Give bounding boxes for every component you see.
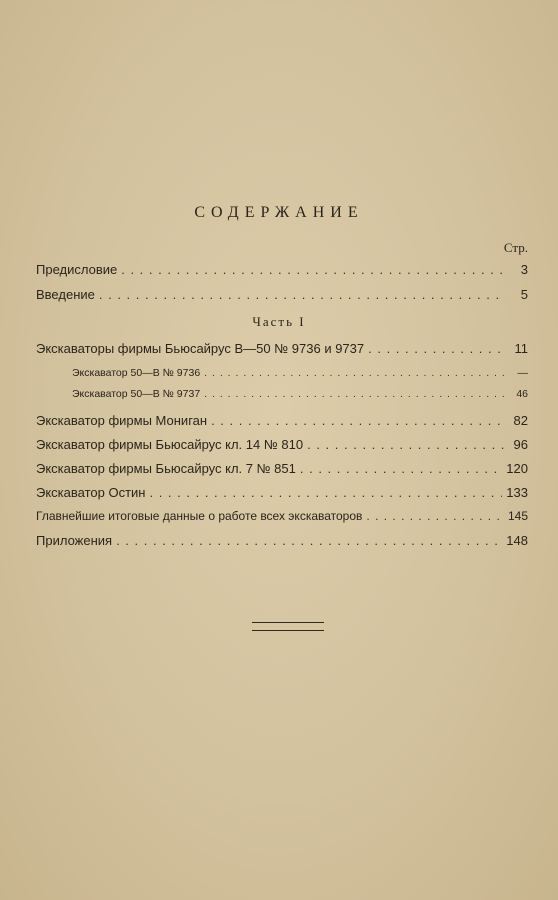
closing-rule-bottom <box>252 630 324 631</box>
toc-entry-page: 5 <box>520 287 528 302</box>
dot-leader <box>300 461 502 476</box>
dot-leader <box>204 388 506 400</box>
toc-entry-page: 46 <box>516 388 528 400</box>
toc-entry-introduction <box>36 287 528 302</box>
toc-entry-page: 3 <box>520 262 528 277</box>
toc-entry-label: Экскаватор Остин <box>36 485 146 500</box>
contents-title: СОДЕРЖАНИЕ <box>194 204 364 221</box>
dot-leader <box>307 437 506 452</box>
toc-entry-page: 120 <box>506 461 528 476</box>
dot-leader <box>121 262 506 277</box>
toc-entry-page: — <box>517 367 528 379</box>
dot-leader <box>99 287 506 302</box>
toc-entry-page: 145 <box>507 509 528 523</box>
dot-leader <box>368 341 506 356</box>
toc-entry-page: 133 <box>506 485 528 500</box>
dot-leader <box>204 367 506 379</box>
toc-entry-monighan <box>36 413 528 428</box>
toc-entry-bucyrus-7 <box>36 461 528 476</box>
toc-entry-bucyrus-14 <box>36 437 528 452</box>
toc-entry-label: Экскаватор фирмы Мониган <box>36 413 208 428</box>
toc-entry-page: 148 <box>506 533 528 548</box>
toc-entry-preface <box>36 262 528 277</box>
toc-entry-page: 96 <box>513 437 528 452</box>
toc-entry-label: Экскаватор 50—В № 9736 <box>72 367 201 379</box>
toc-entry-austin <box>36 485 528 500</box>
closing-rule-top <box>252 622 324 623</box>
toc-entry-label: Главнейшие итоговые данные о работе всех экскаваторов <box>36 509 363 523</box>
page-column-label: Стр. <box>503 240 528 255</box>
toc-entry-page: 11 <box>514 341 528 356</box>
toc-entry-label: Экскаваторы фирмы Бьюсайрус В—50 № 9736 и 9737 <box>36 341 365 356</box>
toc-entry-page: 82 <box>513 413 528 428</box>
toc-subentry-9737 <box>72 388 528 400</box>
toc-entry-label: Экскаватор 50—В № 9737 <box>72 388 201 400</box>
dot-leader <box>116 533 502 548</box>
dot-leader <box>366 509 504 523</box>
toc-entry-summary <box>36 509 528 523</box>
toc-subentry-9736 <box>72 367 528 379</box>
dot-leader <box>149 485 502 500</box>
toc-entry-label: Предисловие <box>36 262 118 277</box>
part-heading: Часть I <box>252 314 306 329</box>
toc-entry-label: Приложения <box>36 533 113 548</box>
dot-leader <box>211 413 506 428</box>
toc-entry-bucyrus-b50 <box>36 341 528 356</box>
toc-entry-label: Экскаватор фирмы Бьюсайрус кл. 14 № 810 <box>36 437 304 452</box>
toc-entry-label: Введение <box>36 287 95 302</box>
toc-entry-label: Экскаватор фирмы Бьюсайрус кл. 7 № 851 <box>36 461 296 476</box>
toc-entry-appendices <box>36 533 528 548</box>
